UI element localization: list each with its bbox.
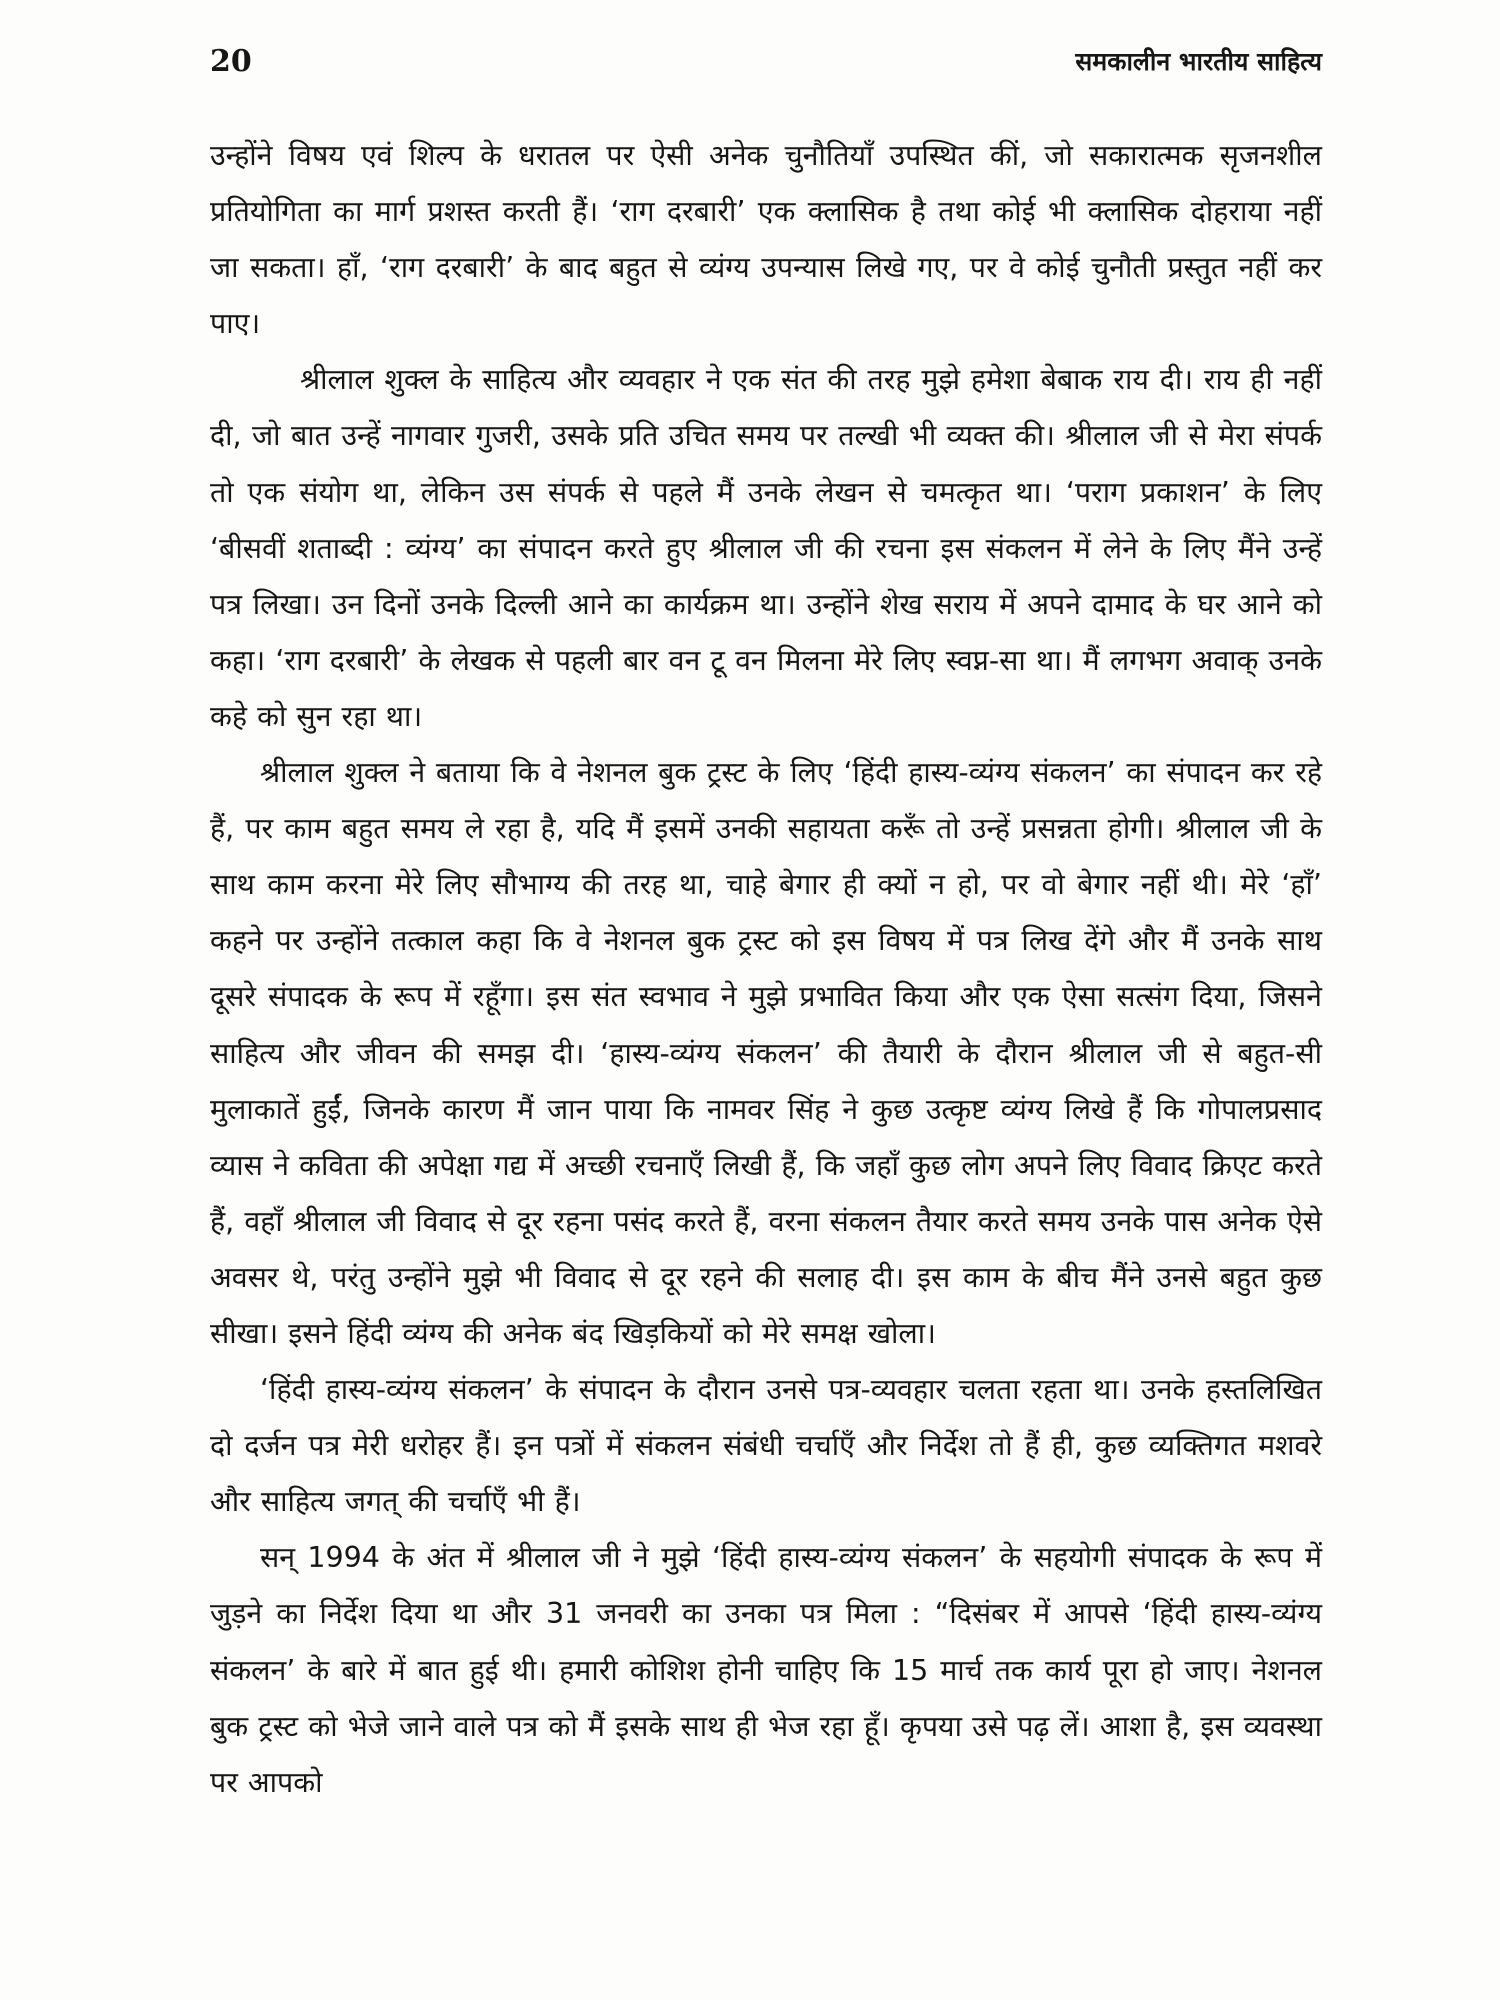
running-title: समकालीन भारतीय साहित्य: [1075, 47, 1322, 76]
paragraph-3: श्रीलाल शुक्ल ने बताया कि वे नेशनल बुक ट्रस्ट के लिए ‘हिंदी हास्य-व्यंग्य संकलन’ का संपादन कर रहे हैं, पर काम बहुत समय ले रहा है, यदि मैं इसमें उनकी सहायता करूँ तो उन्हें प्रसन्नता होगी। श्रीलाल जी के साथ काम करना मेरे लिए सौभाग्य की तरह था, चाहे बेगार ही क्यों न हो, पर वो बेगार नहीं थी। मेरे ‘हाँ’ कहने पर उन्होंने तत्काल कहा कि वे नेशनल बुक ट्रस्ट को इस विषय में पत्र लिख देंगे और मैं उनके साथ दूसरे संपादक के रूप में रहूँगा। इस संत स्वभाव ने मुझे प्रभावित किया और एक ऐसा सत्संग दिया, जिसने साहित्य और जीवन की समझ दी। ‘हास्य-व्यंग्य संकलन’ की तैयारी के दौरान श्रीलाल जी से बहुत-सी मुलाकातें हुईं, जिनके कारण मैं जान पाया कि नामवर सिंह ने कुछ उत्कृष्ट व्यंग्य लिखे हैं कि गोपालप्रसाद व्यास ने कविता की अपेक्षा गद्य में अच्छी रचनाएँ लिखी हैं, कि जहाँ कुछ लोग अपने लिए विवाद क्रिएट करते हैं, वहाँ श्रीलाल जी विवाद से दूर रहना पसंद करते हैं, वरना संकलन तैयार करते समय उनके पास अनेक ऐसे अवसर थे, परंतु उन्होंने मुझे भी विवाद से दूर रहने की सलाह दी। इस काम के बीच मैंने उनसे बहुत कुछ सीखा। इसने हिंदी व्यंग्य की अनेक बंद खिड़कियों को मेरे समक्ष खोला।: [210, 756, 1322, 1350]
page-header: [210, 42, 1322, 92]
page-number: 20: [210, 44, 252, 79]
paragraph-2: श्रीलाल शुक्ल के साहित्य और व्यवहार ने एक संत की तरह मुझे हमेशा बेबाक राय दी। राय ही नहीं दी, जो बात उन्हें नागवार गुजरी, उसके प्रति उचित समय पर तल्खी भी व्यक्त की। श्रीलाल जी से मेरा संपर्क तो एक संयोग था, लेकिन उस संपर्क से पहले मैं उनके लेखन से चमत्कृत था। ‘पराग प्रकाशन’ के लिए ‘बीसवीं शताब्दी : व्यंग्य’ का संपादन करते हुए श्रीलाल जी की रचना इस संकलन में लेने के लिए मैंने उन्हें पत्र लिखा। उन दिनों उनके दिल्ली आने का कार्यक्रम था। उन्होंने शेख सराय में अपने दामाद के घर आने को कहा। ‘राग दरबारी’ के लेखक से पहली बार वन टू वन मिलना मेरे लिए स्वप्न-सा था। मैं लगभग अवाक् उनके कहे को सुन रहा था।: [210, 363, 1322, 733]
body-text: [210, 128, 1322, 1811]
paragraph-5: सन् 1994 के अंत में श्रीलाल जी ने मुझे ‘हिंदी हास्य-व्यंग्य संकलन’ के सहयोगी संपादक के रूप में जुड़ने का निर्देश दिया था और 31 जनवरी का उनका पत्र मिला : “दिसंबर में आपसे ‘हिंदी हास्य-व्यंग्य संकलन’ के बारे में बात हुई थी। हमारी कोशिश होनी चाहिए कि 15 मार्च तक कार्य पूरा हो जाए। नेशनल बुक ट्रस्ट को भेजे जाने वाले पत्र को मैं इसके साथ ही भेज रहा हूँ। कृपया उसे पढ़ लें। आशा है, इस व्यवस्था पर आपको: [210, 1541, 1322, 1799]
paragraph-4: ‘हिंदी हास्य-व्यंग्य संकलन’ के संपादन के दौरान उनसे पत्र-व्यवहार चलता रहता था। उनके हस्तलिखित दो दर्जन पत्र मेरी धरोहर हैं। इन पत्रों में संकलन संबंधी चर्चाएँ और निर्देश तो हैं ही, कुछ व्यक्तिगत मशवरे और साहित्य जगत् की चर्चाएँ भी हैं।: [210, 1373, 1322, 1519]
paragraph-1: उन्होंने विषय एवं शिल्प के धरातल पर ऐसी अनेक चुनौतियाँ उपस्थित कीं, जो सकारात्मक सृजनशील प्रतियोगिता का मार्ग प्रशस्त करती हैं। ‘राग दरबारी’ एक क्लासिक है तथा कोई भी क्लासिक दोहराया नहीं जा सकता। हाँ, ‘राग दरबारी’ के बाद बहुत से व्यंग्य उपन्यास लिखे गए, पर वे कोई चुनौती प्रस्तुत नहीं कर पाए।: [210, 139, 1322, 341]
